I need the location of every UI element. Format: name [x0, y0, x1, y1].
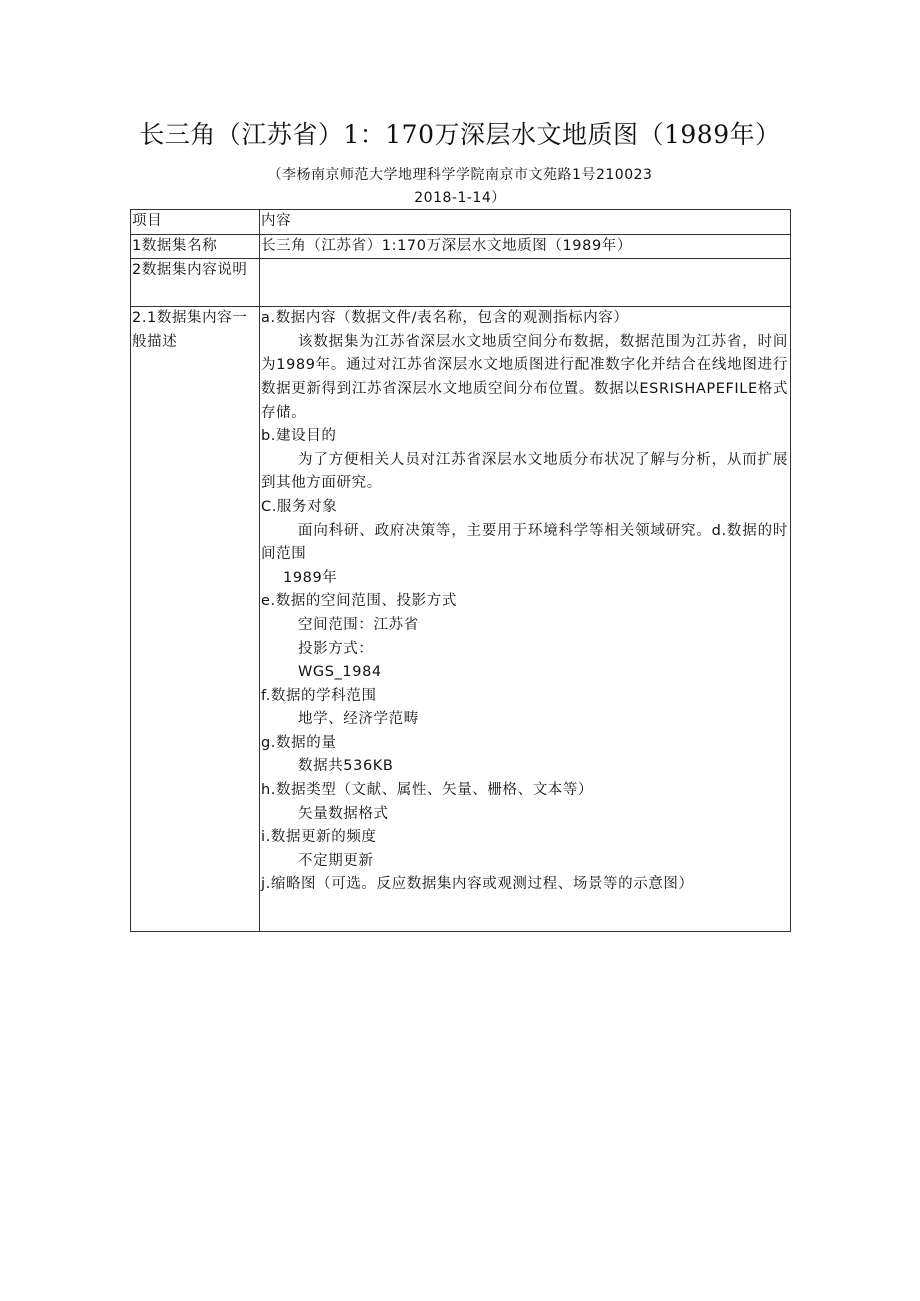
- section-b-heading: b.建设目的: [261, 428, 337, 445]
- section-f-heading: f.数据的学科范围: [261, 687, 377, 704]
- metadata-table: [130, 209, 791, 932]
- section-i-value: 不定期更新: [298, 852, 374, 869]
- section-e-projection-label: 投影方式：: [298, 640, 374, 657]
- header-content-cell: 内容: [260, 210, 791, 235]
- section-a-text: 该数据集为江苏省深层水文地质空间分布数据，数据范围为江苏省，时间为1989年。通过对江苏省深层水文地质图进行配准数字化并结合在线地图进行数据更新得到江苏省深层水文地质空间分布位置。数据以ESRISHAPEFILE格式存储。: [261, 333, 788, 421]
- header-item-cell: 项目: [131, 210, 260, 235]
- table-row: [131, 307, 791, 932]
- section-h-heading: h.数据类型（文献、属性、矢量、栅格、文本等）: [261, 782, 594, 799]
- section-j-heading: j.缩略图（可选。反应数据集内容或观测过程、场景等的示意图）: [261, 876, 694, 893]
- document-title: 长三角（江苏省）1：170万深层水文地质图（1989年）: [139, 120, 781, 149]
- section-e-heading: e.数据的空间范围、投影方式: [261, 593, 457, 610]
- table-header-row: [131, 210, 791, 235]
- author-line-1: （李杨南京师范大学地理科学学院南京市文苑路1号210023: [267, 167, 653, 183]
- section-c-text: 面向科研、政府决策等，主要用于环境科学等相关领域研究。d.数据的时间范围: [261, 522, 788, 563]
- section-h-value: 矢量数据格式: [298, 805, 389, 822]
- section-b-text: 为了方便相关人员对江苏省深层水文地质分布状况了解与分析，从而扩展到其他方面研究。: [261, 451, 788, 492]
- table-row: [131, 259, 791, 307]
- author-line-2: 2018-1-14）: [414, 190, 506, 206]
- author-info: [0, 164, 920, 210]
- row-label-general-description: 2.1数据集内容一般描述: [131, 307, 260, 932]
- section-g-value: 数据共536KB: [298, 758, 394, 775]
- section-f-value: 地学、经济学范畴: [298, 711, 419, 728]
- row-value-dataset-name: 长三角（江苏省）1:170万深层水文地质图（1989年）: [260, 234, 791, 259]
- row-value-general-description: [260, 307, 791, 932]
- section-c-heading: C.服务对象: [261, 498, 338, 515]
- section-i-heading: i.数据更新的频度: [261, 829, 377, 846]
- section-e-range: 空间范围：江苏省: [298, 616, 419, 633]
- section-g-heading: g.数据的量: [261, 734, 337, 751]
- row-value-content-description: [260, 259, 791, 307]
- row-label-content-description: 2数据集内容说明: [131, 259, 260, 307]
- section-e-projection-value: WGS_1984: [298, 664, 382, 681]
- section-d-value: 1989年: [283, 569, 338, 586]
- table-row: [131, 234, 791, 259]
- section-a-heading: a.数据内容（数据文件/表名称，包含的观测指标内容）: [261, 310, 629, 327]
- row-label-dataset-name: 1数据集名称: [131, 234, 260, 259]
